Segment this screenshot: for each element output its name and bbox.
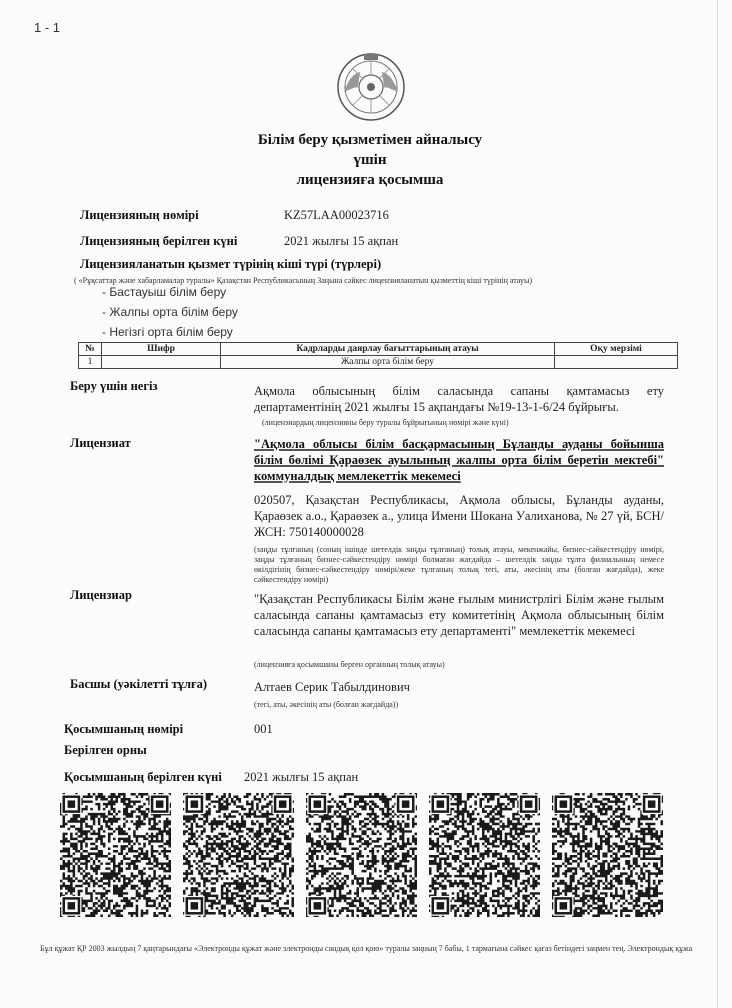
license-number-label: Лицензияның нөмірі	[80, 208, 199, 222]
head-note: (тегі, аты, әкесінің аты (болған жағдайда))	[254, 700, 399, 709]
page-edge	[717, 0, 718, 1008]
basis-value: Ақмола облысының білім саласында сапаны қамтамасыз ету департаментінің 2021 жылғы 15 ақпандағы №19-13-1-6/24 бұйрығы.	[254, 384, 664, 414]
basis-label: Беру үшін негіз	[70, 379, 158, 393]
qr-code-3	[306, 793, 417, 917]
licensee-address: 020507, Қазақстан Республикасы, Ақмола облысы, Бұланды ауданы, Қараөзек а.о., Қараөзек а., улица Имени Шокана Уалиханова, № 27 үй, БСН/ЖСН: 750140000028	[254, 493, 664, 539]
title-line-1: Білім беру қызметімен айналысу	[257, 132, 483, 148]
title-line-2: үшін	[353, 152, 387, 168]
subtypes-label: Лицензияланатын қызмет түрінің кіші түрі (түрлері)	[80, 257, 382, 271]
licensee-label: Лицензиат	[70, 436, 131, 450]
table-header-row	[79, 343, 678, 356]
licensee-name: "Ақмола облысы білім басқармасының Бұланды ауданы бойынша білім бөлімі Қараөзек ауылының жалпы орта білім беретін мектебі" коммуналдық мемлекеттік мекемесі	[254, 437, 664, 483]
table-row	[79, 356, 678, 369]
license-date-value: 2021 жылғы 15 ақпан	[284, 234, 399, 248]
qr-code-4	[429, 793, 540, 917]
table-header: Оқу мерзімі	[555, 343, 678, 356]
license-number-value: KZ57LAA00023716	[284, 208, 389, 222]
subtype-item: - Негізгі орта білім беру	[102, 325, 233, 339]
training-directions-table	[78, 342, 678, 369]
table-header: Кадрларды даярлау бағыттарының атауы	[221, 343, 555, 356]
title-line-3: лицензияға қосымша	[296, 172, 444, 188]
page-label: 1 - 1	[34, 20, 61, 35]
basis-note: (лицензиардың лицензияны беру туралы бұйрығының нөмірі және күні)	[262, 418, 509, 427]
appendix-date-label: Қосымшаның берілген күні	[64, 770, 222, 784]
qr-code-5	[552, 793, 663, 917]
table-cell	[102, 356, 221, 369]
head-label: Басшы (уәкілетті тұлға)	[70, 677, 208, 691]
head-value: Алтаев Серик Табылдинович	[254, 680, 410, 694]
table-cell: 1	[79, 356, 102, 369]
licensor-note: (лицензияға қосымшаны берген органның толық атауы)	[254, 660, 445, 669]
table-cell: Жалпы орта білім беру	[221, 356, 555, 369]
appendix-number-value: 001	[254, 722, 273, 736]
licensor-value: "Қазақстан Республикасы Білім және ғылым министрлігі Білім және ғылым саласында сапаны қамтамасыз ету комитетінің Ақмола облысының білім саласында сапаны қамтамасыз ету департаменті" мемлекеттік мекемесі	[254, 592, 664, 638]
license-date-label: Лицензияның берілген күні	[80, 234, 238, 248]
state-emblem-icon	[336, 52, 406, 122]
licensor-label: Лицензиар	[70, 588, 132, 602]
table-header: №	[79, 343, 102, 356]
subtypes-note: ( «Рұқсаттар және хабарламалар туралы» Қазақстан Республикасының Заңына сәйкес лицензияланатын қызметтің кіші түрінің атауы)	[74, 276, 532, 285]
footer-note: Бұл құжат ҚР 2003 жылдың 7 қаңтарындағы «Электронды құжат және электронды сандық қол қою» туралы заңның 7 бабы, 1 тармағына сәйкес қағаз бетіндегі заңмен тең. Электрондық құжа	[40, 944, 693, 953]
appendix-number-label: Қосымшаның нөмірі	[64, 722, 184, 736]
appendix-date-value: 2021 жылғы 15 ақпан	[244, 770, 359, 784]
qr-code-1	[60, 793, 171, 917]
subtype-item: - Жалпы орта білім беру	[102, 305, 238, 319]
qr-code-2	[183, 793, 294, 917]
table-cell	[555, 356, 678, 369]
place-label: Берілген орны	[64, 743, 147, 757]
table-header: Шифр	[102, 343, 221, 356]
licensee-note: (заңды тұлғаның (соның ішінде шетелдік заңды тұлғаның) толық атауы, мекенжайы, бизнес-сәйкестендіру нөмірі, заңды тұлғаның бизнес-сәйкестендіру нөмірі болмаған жағдайда – шетелдік заңды тұлға филиалының немесе өкілдігінің бизнес-сәйкестендіру нөмірі/жеке тұлғаның толық тегі, аты, әкесінің аты (болған жағдайда), жеке сәйкестендіру нөмірі)	[254, 545, 664, 584]
subtype-item: - Бастауыш білім беру	[102, 285, 227, 299]
